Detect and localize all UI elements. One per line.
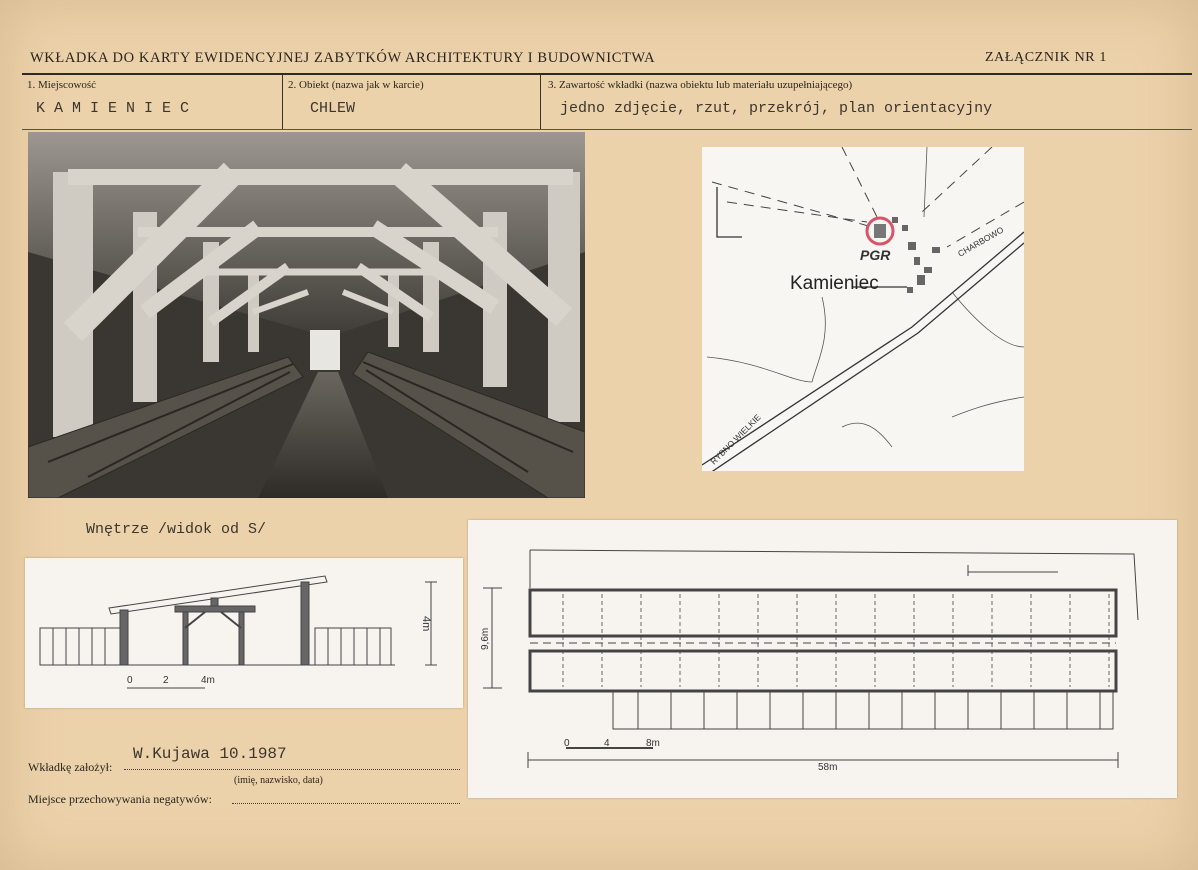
- section-scale-label: 0: [127, 675, 133, 686]
- object-value: CHLEW: [310, 100, 356, 117]
- created-by-line: [124, 769, 460, 770]
- plan-scale-label: 8m: [646, 738, 660, 749]
- floor-plan-drawing: [468, 520, 1177, 798]
- cross-section-drawing: [25, 558, 463, 708]
- map-village-label: Kamieniec: [790, 273, 879, 294]
- cross-section-graphic: [25, 558, 463, 708]
- map-farm-label: PGR: [860, 247, 891, 263]
- card-title: WKŁADKA DO KARTY EWIDENCYJNEJ ZABYTKÓW ARCHITEKTURY I BUDOWNICTWA: [30, 50, 656, 66]
- section-scale-label: 2: [163, 675, 169, 686]
- negatives-line: [232, 803, 460, 804]
- map-graphic: [702, 147, 1024, 471]
- object-label: 2. Obiekt (nazwa jak w karcie): [288, 79, 424, 91]
- field-divider: [540, 75, 541, 129]
- locality-value: KAMIENIEC: [36, 100, 199, 117]
- map-road-label: CHARBOWO: [956, 224, 1006, 259]
- created-by-label: Wkładkę założył:: [28, 760, 113, 774]
- plan-width-label: 9,6m: [480, 627, 491, 650]
- interior-photo-graphic: [28, 132, 585, 498]
- field-divider: [282, 75, 283, 129]
- orientation-map: [702, 147, 1024, 471]
- annex-number: ZAŁĄCZNIK NR 1: [985, 50, 1107, 65]
- plan-length-label: 58m: [818, 762, 838, 773]
- section-height-label: 4m: [420, 616, 432, 632]
- plan-scale-label: 4: [604, 738, 610, 749]
- contents-value: jedno zdjęcie, rzut, przekrój, plan orientacyjny: [560, 100, 993, 117]
- section-scale-label: 4m: [201, 675, 215, 686]
- contents-label: 3. Zawartość wkładki (nazwa obiektu lub materiału uzupełniającego): [548, 79, 853, 91]
- interior-photo: [28, 132, 585, 498]
- created-by-value: W.Kujawa 10.1987: [133, 745, 287, 763]
- created-by-hint: (imię, nazwisko, data): [234, 775, 323, 786]
- header-rule: [22, 73, 1192, 75]
- map-road-label: RYBNO WIELKIE: [708, 412, 763, 467]
- floor-plan-graphic: [468, 520, 1177, 798]
- photo-caption: Wnętrze /widok od S/: [86, 521, 267, 538]
- locality-label: 1. Miejscowość: [27, 79, 97, 91]
- plan-scale-label: 0: [564, 738, 570, 749]
- fields-rule: [22, 129, 1192, 130]
- negatives-label: Miejsce przechowywania negatywów:: [28, 792, 212, 806]
